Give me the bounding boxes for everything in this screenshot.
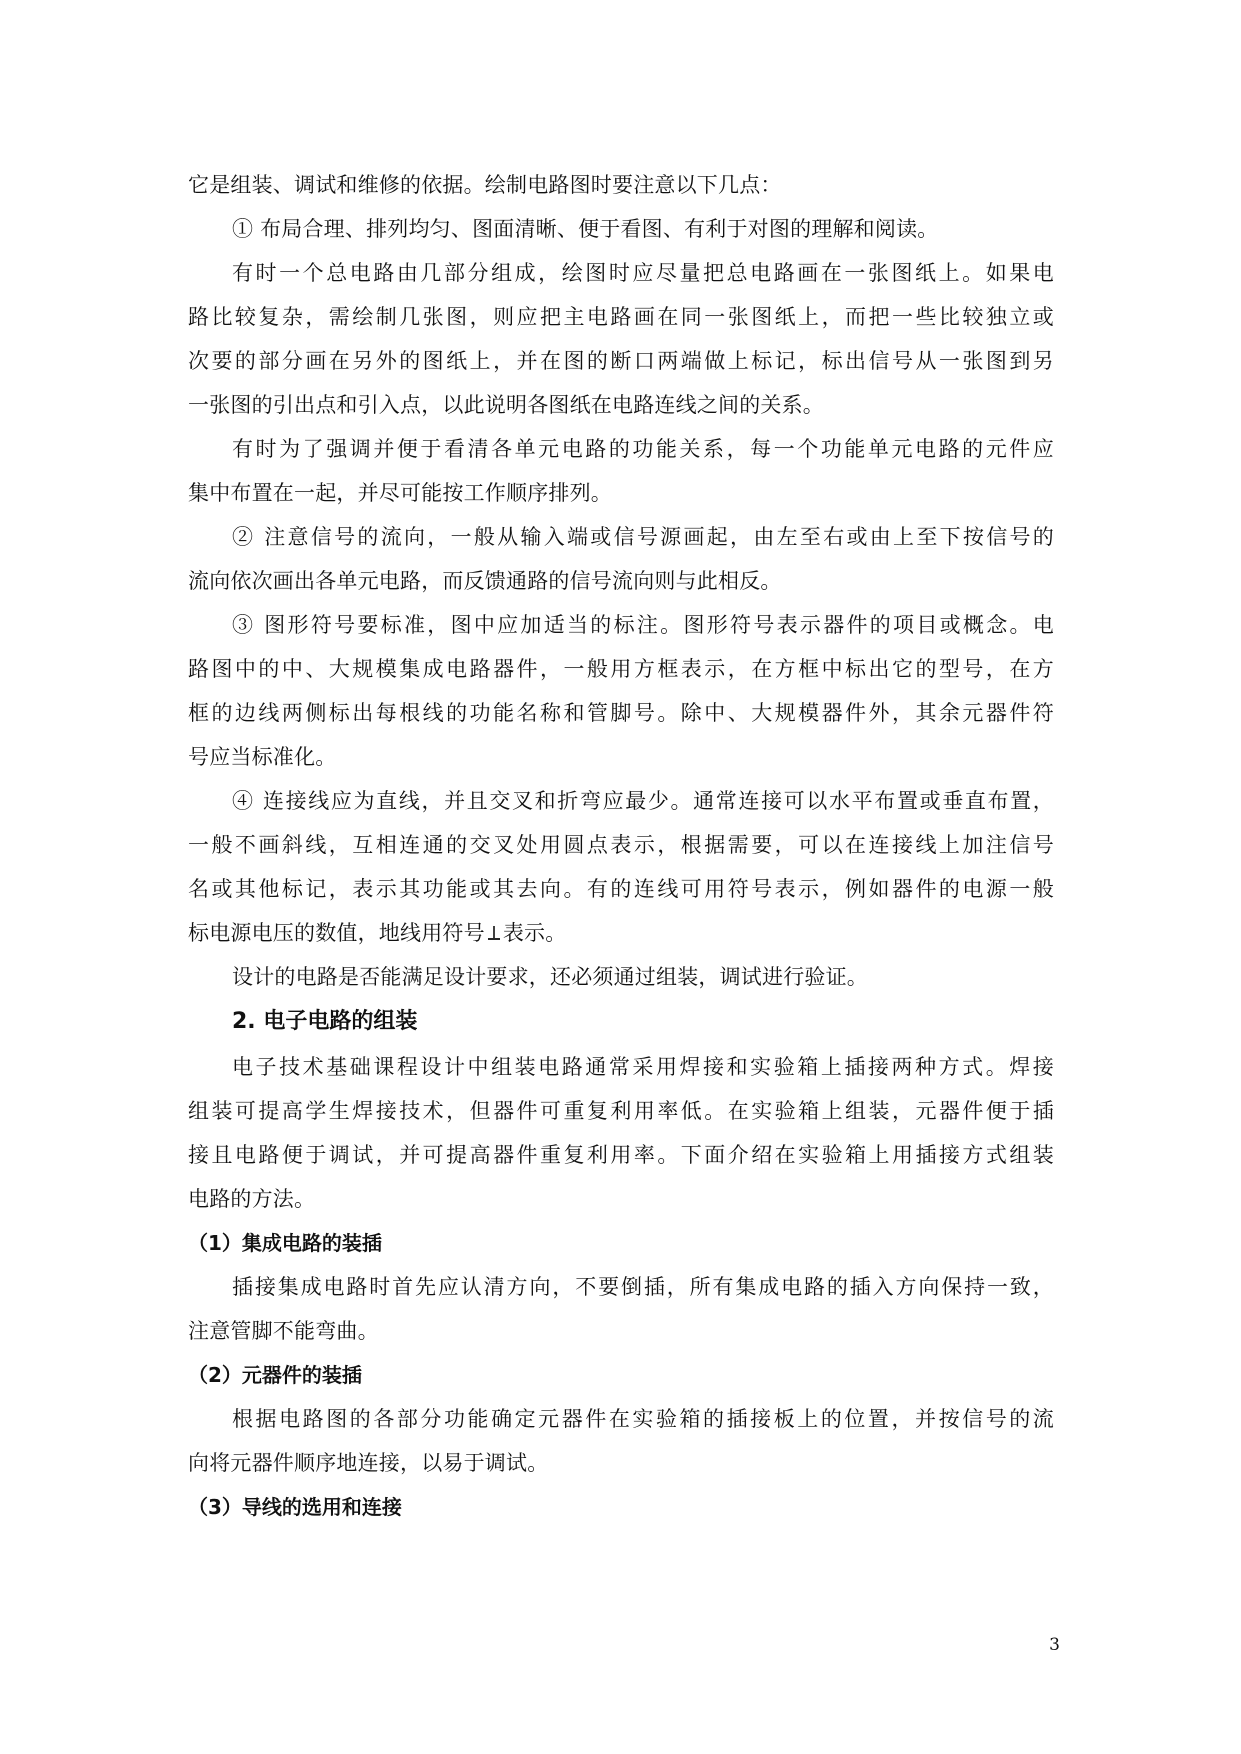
text-segment: 表示。 bbox=[502, 921, 567, 945]
paragraph-line: 有时一个总电路由几部分组成，绘图时应尽量把总电路画在一张图纸上。如果电 bbox=[232, 261, 1054, 285]
paragraph-line: 集中布置在一起，并尽可能按工作顺序排列。 bbox=[188, 481, 612, 505]
subsection-heading: （3）导线的选用和连接 bbox=[188, 1495, 402, 1519]
paragraph-line: 一张图的引出点和引入点，以此说明各图纸在电路连线之间的关系。 bbox=[188, 393, 824, 417]
list-item-4: ④ 连接线应为直线，并且交叉和折弯应最少。通常连接可以水平布置或垂直布置， bbox=[232, 789, 1054, 813]
page-body bbox=[188, 163, 1054, 1529]
page-number: 3 bbox=[1049, 1635, 1060, 1655]
paragraph-line: 电路的方法。 bbox=[188, 1187, 316, 1211]
list-item-1: ① 布局合理、排列均匀、图面清晰、便于看图、有利于对图的理解和阅读。 bbox=[232, 217, 939, 241]
paragraph-line: 组装可提高学生焊接技术，但器件可重复利用率低。在实验箱上组装，元器件便于插 bbox=[188, 1099, 1054, 1123]
list-item-2: ② 注意信号的流向，一般从输入端或信号源画起，由左至右或由上至下按信号的 bbox=[232, 525, 1054, 549]
subsection-heading: （2）元器件的装插 bbox=[188, 1363, 362, 1387]
section-heading: 2. 电子电路的组装 bbox=[232, 1009, 418, 1034]
paragraph-line: 次要的部分画在另外的图纸上，并在图的断口两端做上标记，标出信号从一张图到另 bbox=[188, 349, 1054, 373]
paragraph-line: 路图中的中、大规模集成电路器件，一般用方框表示，在方框中标出它的型号，在方 bbox=[188, 657, 1054, 681]
paragraph-line: 向将元器件顺序地连接，以易于调试。 bbox=[188, 1451, 549, 1475]
list-item-3: ③ 图形符号要标准，图中应加适当的标注。图形符号表示器件的项目或概念。电 bbox=[232, 613, 1054, 637]
text-segment: 标电源电压的数值，地线用符号 bbox=[188, 921, 485, 945]
paragraph-line: 框的边线两侧标出每根线的功能名称和管脚号。除中、大规模器件外，其余元器件符 bbox=[188, 701, 1054, 725]
paragraph-line: 路比较复杂，需绘制几张图，则应把主电路画在同一张图纸上，而把一些比较独立或 bbox=[188, 305, 1054, 329]
paragraph-line: 它是组装、调试和维修的依据。绘制电路图时要注意以下几点： bbox=[188, 173, 782, 197]
paragraph-line: 有时为了强调并便于看清各单元电路的功能关系，每一个功能单元电路的元件应 bbox=[232, 437, 1054, 461]
paragraph-line: 一般不画斜线，互相连通的交叉处用圆点表示，根据需要，可以在连接线上加注信号 bbox=[188, 833, 1054, 857]
paragraph-line: 设计的电路是否能满足设计要求，还必须通过组装，调试进行验证。 bbox=[232, 965, 868, 989]
ground-symbol-icon bbox=[487, 925, 501, 941]
paragraph-line: 接且电路便于调试，并可提高器件重复利用率。下面介绍在实验箱上用插接方式组装 bbox=[188, 1143, 1054, 1167]
subsection-heading: （1）集成电路的装插 bbox=[188, 1231, 382, 1255]
paragraph-line: 电子技术基础课程设计中组装电路通常采用焊接和实验箱上插接两种方式。焊接 bbox=[232, 1055, 1054, 1079]
paragraph-line: 根据电路图的各部分功能确定元器件在实验箱的插接板上的位置，并按信号的流 bbox=[232, 1407, 1054, 1431]
paragraph-line-with-symbol bbox=[188, 911, 1054, 955]
paragraph-line: 注意管脚不能弯曲。 bbox=[188, 1319, 379, 1343]
paragraph-line: 插接集成电路时首先应认清方向，不要倒插，所有集成电路的插入方向保持一致， bbox=[232, 1275, 1054, 1299]
paragraph-line: 名或其他标记，表示其功能或其去向。有的连线可用符号表示，例如器件的电源一般 bbox=[188, 877, 1054, 901]
paragraph-line: 号应当标准化。 bbox=[188, 745, 337, 769]
paragraph-line: 流向依次画出各单元电路，而反馈通路的信号流向则与此相反。 bbox=[188, 569, 782, 593]
